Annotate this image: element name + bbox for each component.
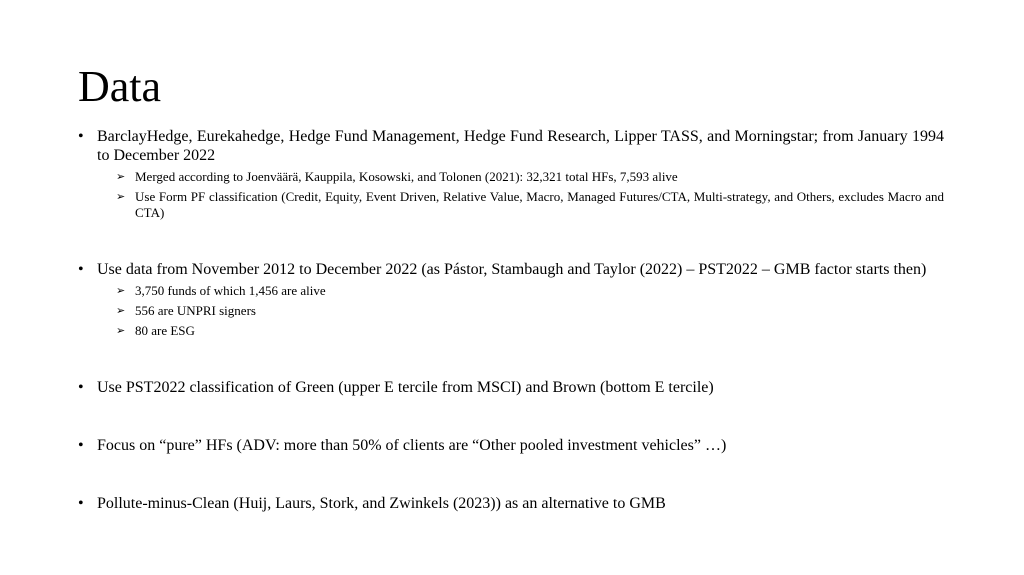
sub-bullet-item bbox=[78, 303, 944, 319]
sub-bullet-text: Merged according to Joenväärä, Kauppila, Kosowski, and Tolonen (2021): 32,321 total HFs, 7,593 alive bbox=[135, 169, 678, 184]
sub-bullet-text: 80 are ESG bbox=[135, 323, 195, 338]
bullet-text: Pollute-minus-Clean (Huij, Laurs, Stork, and Zwinkels (2023)) as an alternative to GMB bbox=[97, 495, 666, 512]
sub-bullet-item bbox=[78, 283, 944, 299]
bullet-dot-icon: • bbox=[78, 495, 84, 512]
sub-bullet-text: Use Form PF classification (Credit, Equity, Event Driven, Relative Value, Macro, Managed Futures/CTA, Multi-strategy, and Others, excludes Macro and CTA) bbox=[135, 189, 944, 220]
bullet-dot-icon: • bbox=[78, 379, 84, 396]
bullet-text: BarclayHedge, Eurekahedge, Hedge Fund Management, Hedge Fund Research, Lipper TASS, and Morningstar; from January 1994 to December 2022 bbox=[97, 128, 944, 164]
sub-bullet-item bbox=[78, 169, 944, 185]
slide-title: Data bbox=[78, 62, 162, 111]
sub-bullet-item bbox=[78, 189, 944, 221]
arrow-bullet-icon: ➢ bbox=[116, 190, 126, 203]
arrow-bullet-icon: ➢ bbox=[116, 284, 126, 297]
bullet-dot-icon: • bbox=[78, 437, 84, 454]
bullet-item bbox=[78, 260, 944, 279]
bullet-item bbox=[78, 127, 944, 165]
arrow-bullet-icon: ➢ bbox=[116, 304, 126, 317]
bullet-text: Focus on “pure” HFs (ADV: more than 50% of clients are “Other pooled investment vehicles” …) bbox=[97, 437, 727, 454]
bullet-item bbox=[78, 494, 944, 513]
bullet-item bbox=[78, 378, 944, 397]
arrow-bullet-icon: ➢ bbox=[116, 170, 126, 183]
bullet-list bbox=[78, 127, 944, 513]
sub-bullet-item bbox=[78, 323, 944, 339]
bullet-item bbox=[78, 436, 944, 455]
arrow-bullet-icon: ➢ bbox=[116, 324, 126, 337]
bullet-dot-icon: • bbox=[78, 261, 84, 278]
sub-bullet-text: 3,750 funds of which 1,456 are alive bbox=[135, 283, 326, 298]
bullet-dot-icon: • bbox=[78, 128, 84, 145]
bullet-text: Use PST2022 classification of Green (upper E tercile from MSCI) and Brown (bottom E tercile) bbox=[97, 379, 714, 396]
sub-bullet-text: 556 are UNPRI signers bbox=[135, 303, 256, 318]
bullet-text: Use data from November 2012 to December 2022 (as Pástor, Stambaugh and Taylor (2022) – PST2022 – GMB factor starts then) bbox=[97, 261, 927, 278]
